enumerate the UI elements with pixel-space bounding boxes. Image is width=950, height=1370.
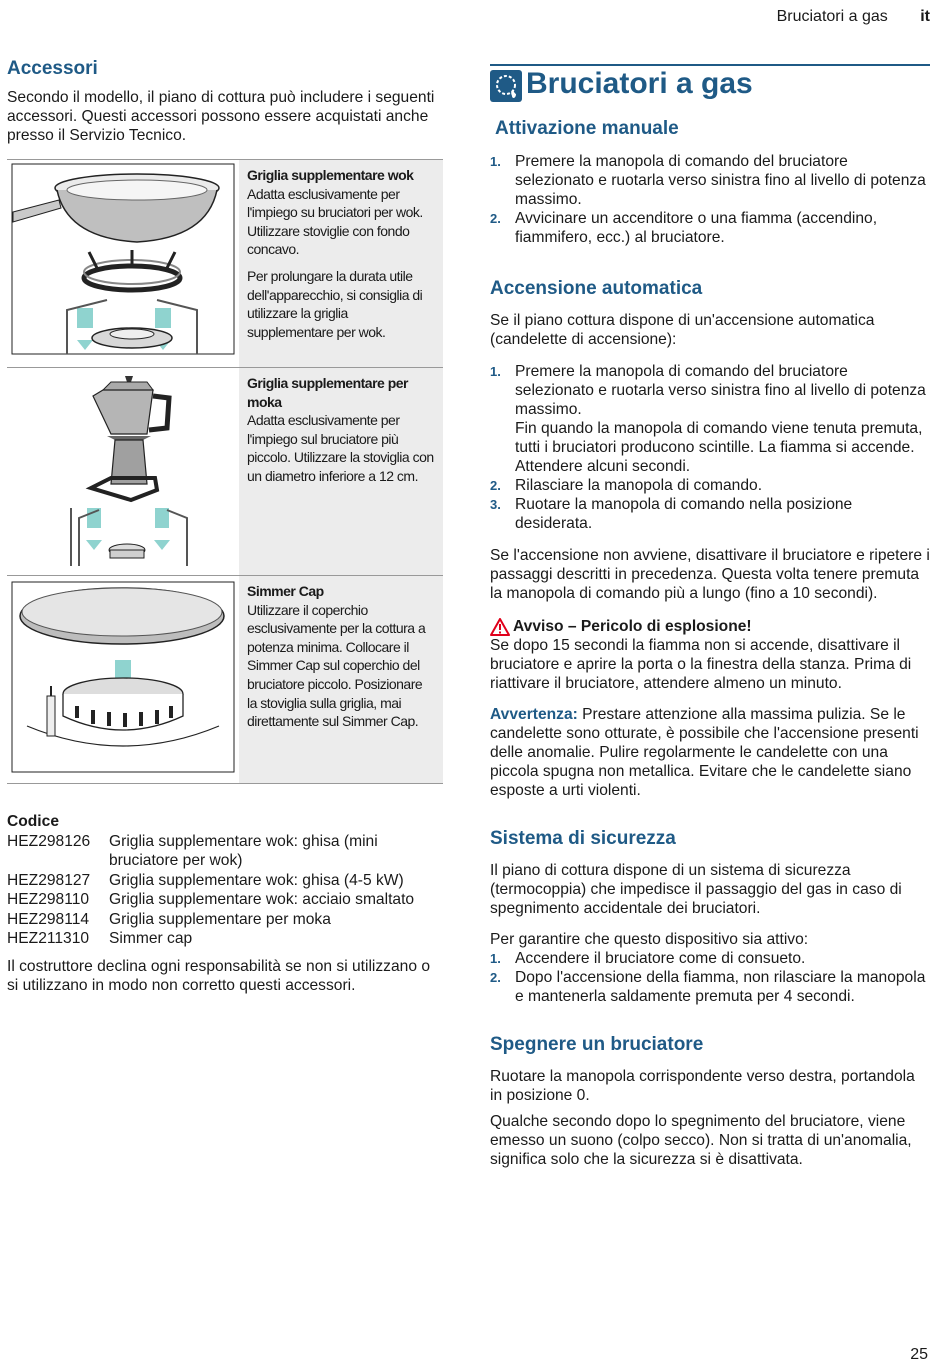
accessories-column — [7, 58, 443, 995]
retry-text: Se l'accensione non avviene, disattivare il bruciatore e ripetere i passaggi descritti in precedenza. Questa volta tenere premuta la manopola di comando più a lungo (fino a 10 secondi). — [490, 547, 930, 602]
warning-title: Avviso – Pericolo di esplosione! — [513, 618, 752, 635]
warning-icon — [490, 618, 510, 636]
code: HEZ298114 — [7, 910, 90, 928]
code-row — [7, 832, 443, 871]
safety-intro-2: Per garantire che questo dispositivo sia attivo: — [490, 931, 809, 948]
code: HEZ298127 — [7, 871, 91, 889]
warning-heading — [490, 618, 930, 636]
step-extra: Fin quando la manopola di comando viene tenuta premuta, tutti i bruciatori producono scintille. La fiamma si accende. Attendere alcuni secondi. — [515, 420, 923, 475]
accessory-description: Utilizzare il coperchio esclusivamente per la cottura a potenza minima. Collocare il Simmer Cap sul coperchio del bruciatore piccolo. Posizionare la stoviglia sulla griglia, mai direttamente sul Simmer Cap. — [247, 601, 426, 730]
code-description: Griglia supplementare wok: ghisa (4-5 kW) — [109, 871, 404, 889]
list-item: 1. Premere la manopola di comando del bruciatore selezionato e ruotarla verso sinistra fino al livello di potenza massimo. Fin quando la manopola di comando viene tenuta premuta, tutti i bruciatori producono scintille. La fiamma si accende. Attendere alcuni secondi. — [490, 363, 926, 475]
manual-activation-title: Attivazione manuale — [495, 118, 679, 139]
code-row — [7, 890, 443, 910]
turn-off-title: Spegnere un bruciatore — [490, 1034, 704, 1055]
accessories-title: Accessori — [7, 58, 98, 79]
simmer-cap-illustration — [7, 576, 239, 783]
wok-illustration — [7, 160, 239, 367]
page-number: 25 — [910, 1346, 928, 1363]
code-description: Simmer cap — [109, 930, 193, 947]
code-row — [7, 910, 443, 930]
note-label: Avvertenza: — [490, 706, 578, 723]
auto-steps — [490, 362, 930, 533]
list-item: 3. Ruotare la manopola di comando nella posizione desiderata. — [490, 495, 930, 533]
list-item: 1. Accendere il bruciatore come di consueto. — [490, 949, 930, 968]
accessory-row-simmer-cap — [7, 576, 443, 784]
accessory-text-moka — [239, 368, 443, 575]
accessory-text-wok — [239, 160, 443, 367]
turn-off-text: Ruotare la manopola corrispondente verso destra, portandola in posizione 0. — [490, 1068, 915, 1104]
header-language: it — [920, 8, 930, 25]
gas-burner-icon — [490, 70, 522, 102]
main-title-bar — [490, 64, 930, 102]
list-item: 2. Dopo l'accensione della fiamma, non rilasciare la manopola e mantenerla saldamente premuta per 4 secondi. — [490, 968, 930, 1006]
accessory-row-wok — [7, 160, 443, 368]
accessory-description-2: Per prolungare la durata utile dell'apparecchio, si consiglia di utilizzare la griglia supplementare per wok. — [247, 267, 423, 340]
gas-burners-column — [490, 62, 930, 1169]
accessory-row-moka — [7, 368, 443, 576]
code-description: Griglia supplementare wok: acciaio smaltato — [109, 891, 415, 908]
step-text: Premere la manopola di comando del bruciatore selezionato e ruotarla verso sinistra fino al livello di potenza massimo. — [515, 363, 926, 418]
auto-ignition-title: Accensione automatica — [490, 278, 703, 299]
header-section: Bruciatori a gas — [776, 8, 888, 25]
accessories-table — [7, 159, 443, 784]
simmer-cap-icon — [7, 576, 239, 783]
code: HEZ211310 — [7, 930, 90, 947]
accessory-description: Adatta esclusivamente per l'impiego su bruciatori per wok. Utilizzare stoviglie con fondo concavo. — [247, 185, 423, 258]
warning-text: Se dopo 15 secondi la fiamma non si accende, disattivare il bruciatore e aprire la porta o la finestra della stanza. Prima di riattivare il bruciatore, attendere almeno un minuto. — [490, 637, 912, 692]
code-row — [7, 871, 443, 891]
accessory-description: Adatta esclusivamente per l'impiego sul bruciatore più piccolo. Utilizzare la stoviglia con un diametro inferiore a 12 cm. — [247, 412, 434, 484]
accessory-title: Griglia supplementare per moka — [247, 375, 408, 410]
code-row — [7, 929, 443, 949]
code: HEZ298126 — [7, 832, 91, 850]
disclaimer: Il costruttore declina ogni responsabilità se non si utilizzano o si utilizzano in modo non corretto questi accessori. — [7, 957, 431, 994]
list-item: 1. Premere la manopola di comando del bruciatore selezionato e ruotarla verso sinistra fino al livello di potenza massimo. — [490, 152, 930, 209]
list-item: 2. Rilasciare la manopola di comando. — [490, 476, 930, 495]
accessory-title: Simmer Cap — [247, 583, 324, 599]
step-text: Rilasciare la manopola di comando. — [515, 477, 763, 494]
accessory-text-simmer-cap — [239, 576, 443, 783]
codes-heading: Codice — [7, 813, 59, 830]
turn-off-text-2: Qualche secondo dopo lo spegnimento del bruciatore, viene emesso un suono (colpo secco). Non si tratta di un'anomalia, significa solo che la sicurezza si è disattivata. — [490, 1113, 912, 1168]
accessory-codes — [7, 812, 443, 995]
main-title: Bruciatori a gas — [526, 67, 753, 100]
moka-ring-icon — [7, 368, 239, 575]
accessories-intro: Secondo il modello, il piano di cottura può includere i seguenti accessori. Questi accessori possono essere acquistati anche presso il Servizio Tecnico. — [7, 89, 435, 144]
accessory-title: Griglia supplementare wok — [247, 167, 414, 183]
list-item: 2. Avvicinare un accenditore o una fiamma (accendino, fiammifero, ecc.) al bruciatore. — [490, 209, 930, 247]
page-header — [777, 8, 930, 26]
moka-illustration — [7, 368, 239, 575]
manual-steps — [490, 152, 930, 247]
code-description: Griglia supplementare per moka — [109, 910, 331, 928]
note-text: Prestare attenzione alla massima pulizia. Se le candelette sono otturate, è possibile che l'accensione presenti delle anomalie. Pulire regolarmente le candelette con una piccola spugna non metallica. Evitare che le candelette siano esposte a urti violenti. — [490, 706, 919, 799]
step-text: Accendere il bruciatore come di consueto. — [515, 950, 806, 967]
step-text: Ruotare la manopola di comando nella posizione desiderata. — [515, 496, 853, 532]
step-text: Avvicinare un accenditore o una fiamma (accendino, fiammifero, ecc.) al bruciatore. — [515, 210, 878, 246]
wok-ring-icon — [7, 160, 239, 367]
safety-intro: Il piano di cottura dispone di un sistema di sicurezza (termocoppia) che impedisce il passaggio del gas in caso di spegnimento accidentale dei bruciatori. — [490, 862, 902, 917]
step-text: Premere la manopola di comando del bruciatore selezionato e ruotarla verso sinistra fino al livello di potenza massimo. — [515, 153, 926, 208]
safety-system-title: Sistema di sicurezza — [490, 828, 676, 849]
code: HEZ298110 — [7, 891, 90, 908]
safety-steps — [490, 949, 930, 1006]
note-paragraph — [490, 705, 930, 800]
step-text: Dopo l'accensione della fiamma, non rilasciare la manopola e mantenerla saldamente premuta per 4 secondi. — [515, 969, 926, 1005]
auto-ignition-intro: Se il piano cottura dispone di un'accensione automatica (candelette di accensione): — [490, 312, 875, 348]
main-title-block — [490, 64, 930, 102]
code-description: Griglia supplementare wok: ghisa (mini bruciatore per wok) — [109, 832, 378, 869]
